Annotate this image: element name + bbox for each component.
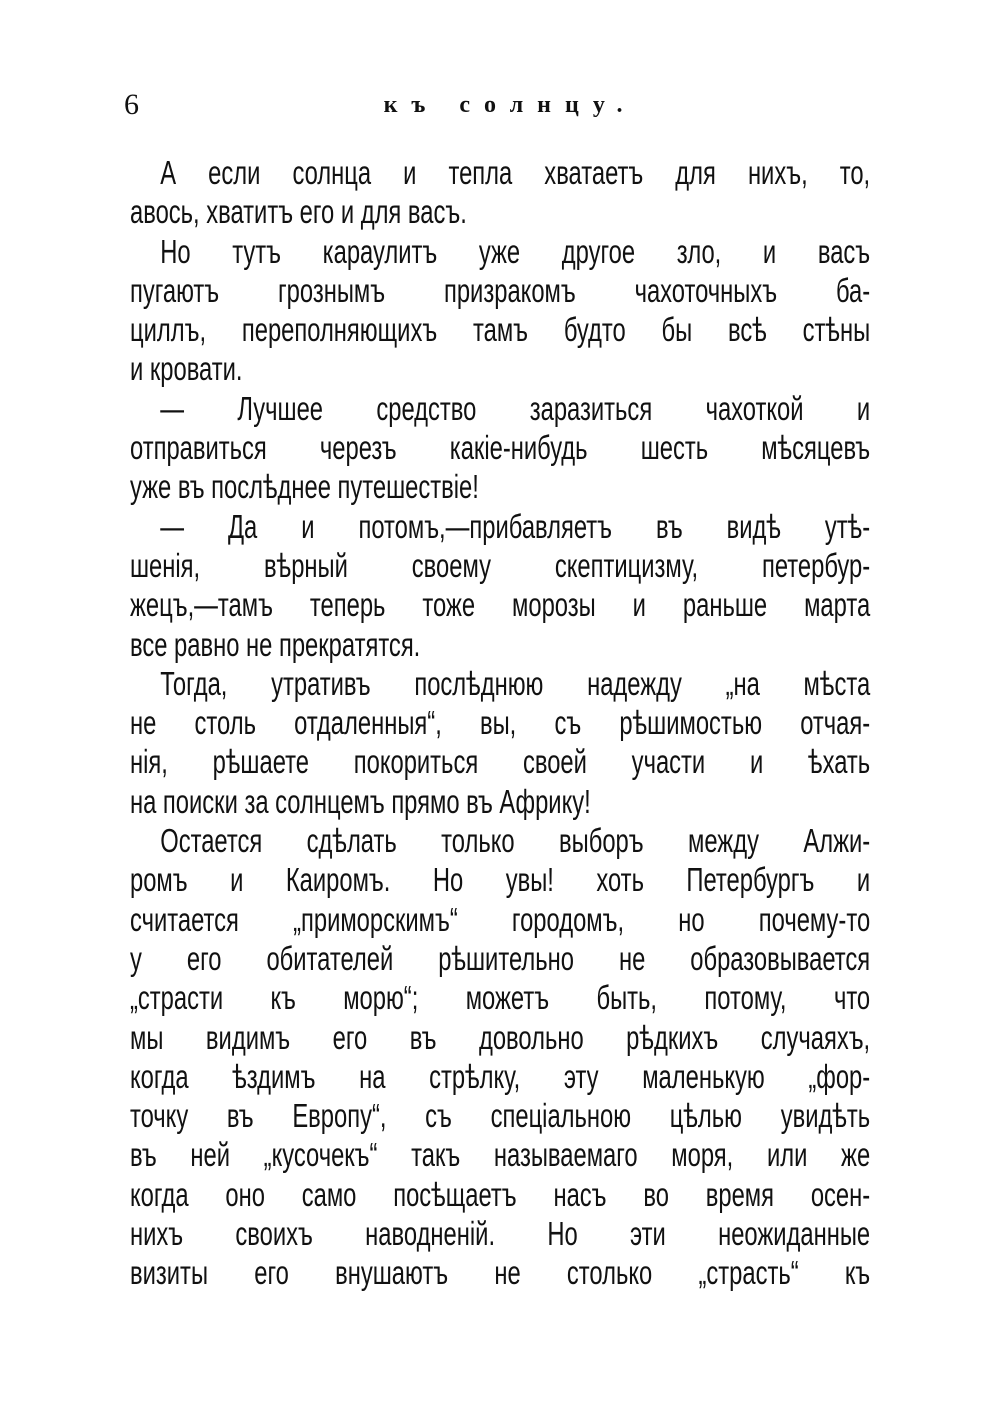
text-line: визиты его внушаютъ не столько „страсть“ къ <box>130 1254 871 1292</box>
text-line: когда ѣздимъ на стрѣлку, эту маленькую „фор- <box>130 1057 871 1095</box>
text-line: когда оно само посѣщаетъ насъ во время осен- <box>130 1175 871 1213</box>
text-line: на поиски за солнцемъ прямо въ Африку! <box>130 782 591 820</box>
text-line: циллъ, переполняющихъ тамъ будто бы всѣ стѣны <box>130 311 871 349</box>
text-line: считается „приморскимъ“ городомъ, но почему-то <box>130 900 871 938</box>
text-line: шенія, вѣрный своему скептицизму, петербур- <box>130 546 871 584</box>
text-line: — Да и потомъ,—прибавляетъ въ видѣ утѣ- <box>160 507 871 545</box>
text-line: у его обитателей рѣшительно не образовывается <box>130 939 871 977</box>
text-line: Тогда, утративъ послѣднюю надежду „на мѣста <box>160 664 871 702</box>
text-line: нія, рѣшаете покориться своей участи и ѣхать <box>130 743 871 781</box>
text-line: „страсти къ морю“; можетъ быть, потому, что <box>130 979 871 1017</box>
text-line: не столь отдаленныя“, вы, съ рѣшимостью отчая- <box>130 704 871 742</box>
text-line: авось, хватитъ его и для васъ. <box>130 193 467 231</box>
text-line: и кровати. <box>130 350 243 388</box>
text-line: въ ней „кусочекъ“ такъ называемаго моря, или же <box>130 1136 871 1174</box>
text-line: ромъ и Каиромъ. Но увы! хоть Петербургъ и <box>130 861 871 899</box>
text-line: точку въ Европу“, съ спеціальною цѣлью увидѣть <box>130 1097 871 1135</box>
text-line: отправиться черезъ какіе-нибудь шесть мѣсяцевъ <box>130 429 871 467</box>
text-line: Но тутъ караулитъ уже другое зло, и васъ <box>160 232 871 270</box>
page-body <box>130 153 870 1293</box>
page-number: 6 <box>124 88 139 121</box>
text-line: нихъ своихъ наводненій. Но эти неожиданные <box>130 1215 871 1253</box>
text-line: все равно не прекратятся. <box>130 625 421 663</box>
text-line: — Лучшее средство заразиться чахоткой и <box>160 389 871 427</box>
text-line: жецъ,—тамъ теперь тоже морозы и раньше марта <box>130 586 871 624</box>
running-title: къ солнцу. <box>383 92 637 118</box>
text-line: мы видимъ его въ довольно рѣдкихъ случаяхъ, <box>130 1018 871 1056</box>
text-line: А если солнца и тепла хватаетъ для нихъ, то, <box>160 154 871 191</box>
text-line: Остается сдѣлать только выборъ между Алжи- <box>160 822 871 860</box>
text-line: пугаютъ грознымъ призракомъ чахоточныхъ ба- <box>130 271 871 309</box>
text-line: уже въ послѣднее путешествіе! <box>130 468 479 506</box>
